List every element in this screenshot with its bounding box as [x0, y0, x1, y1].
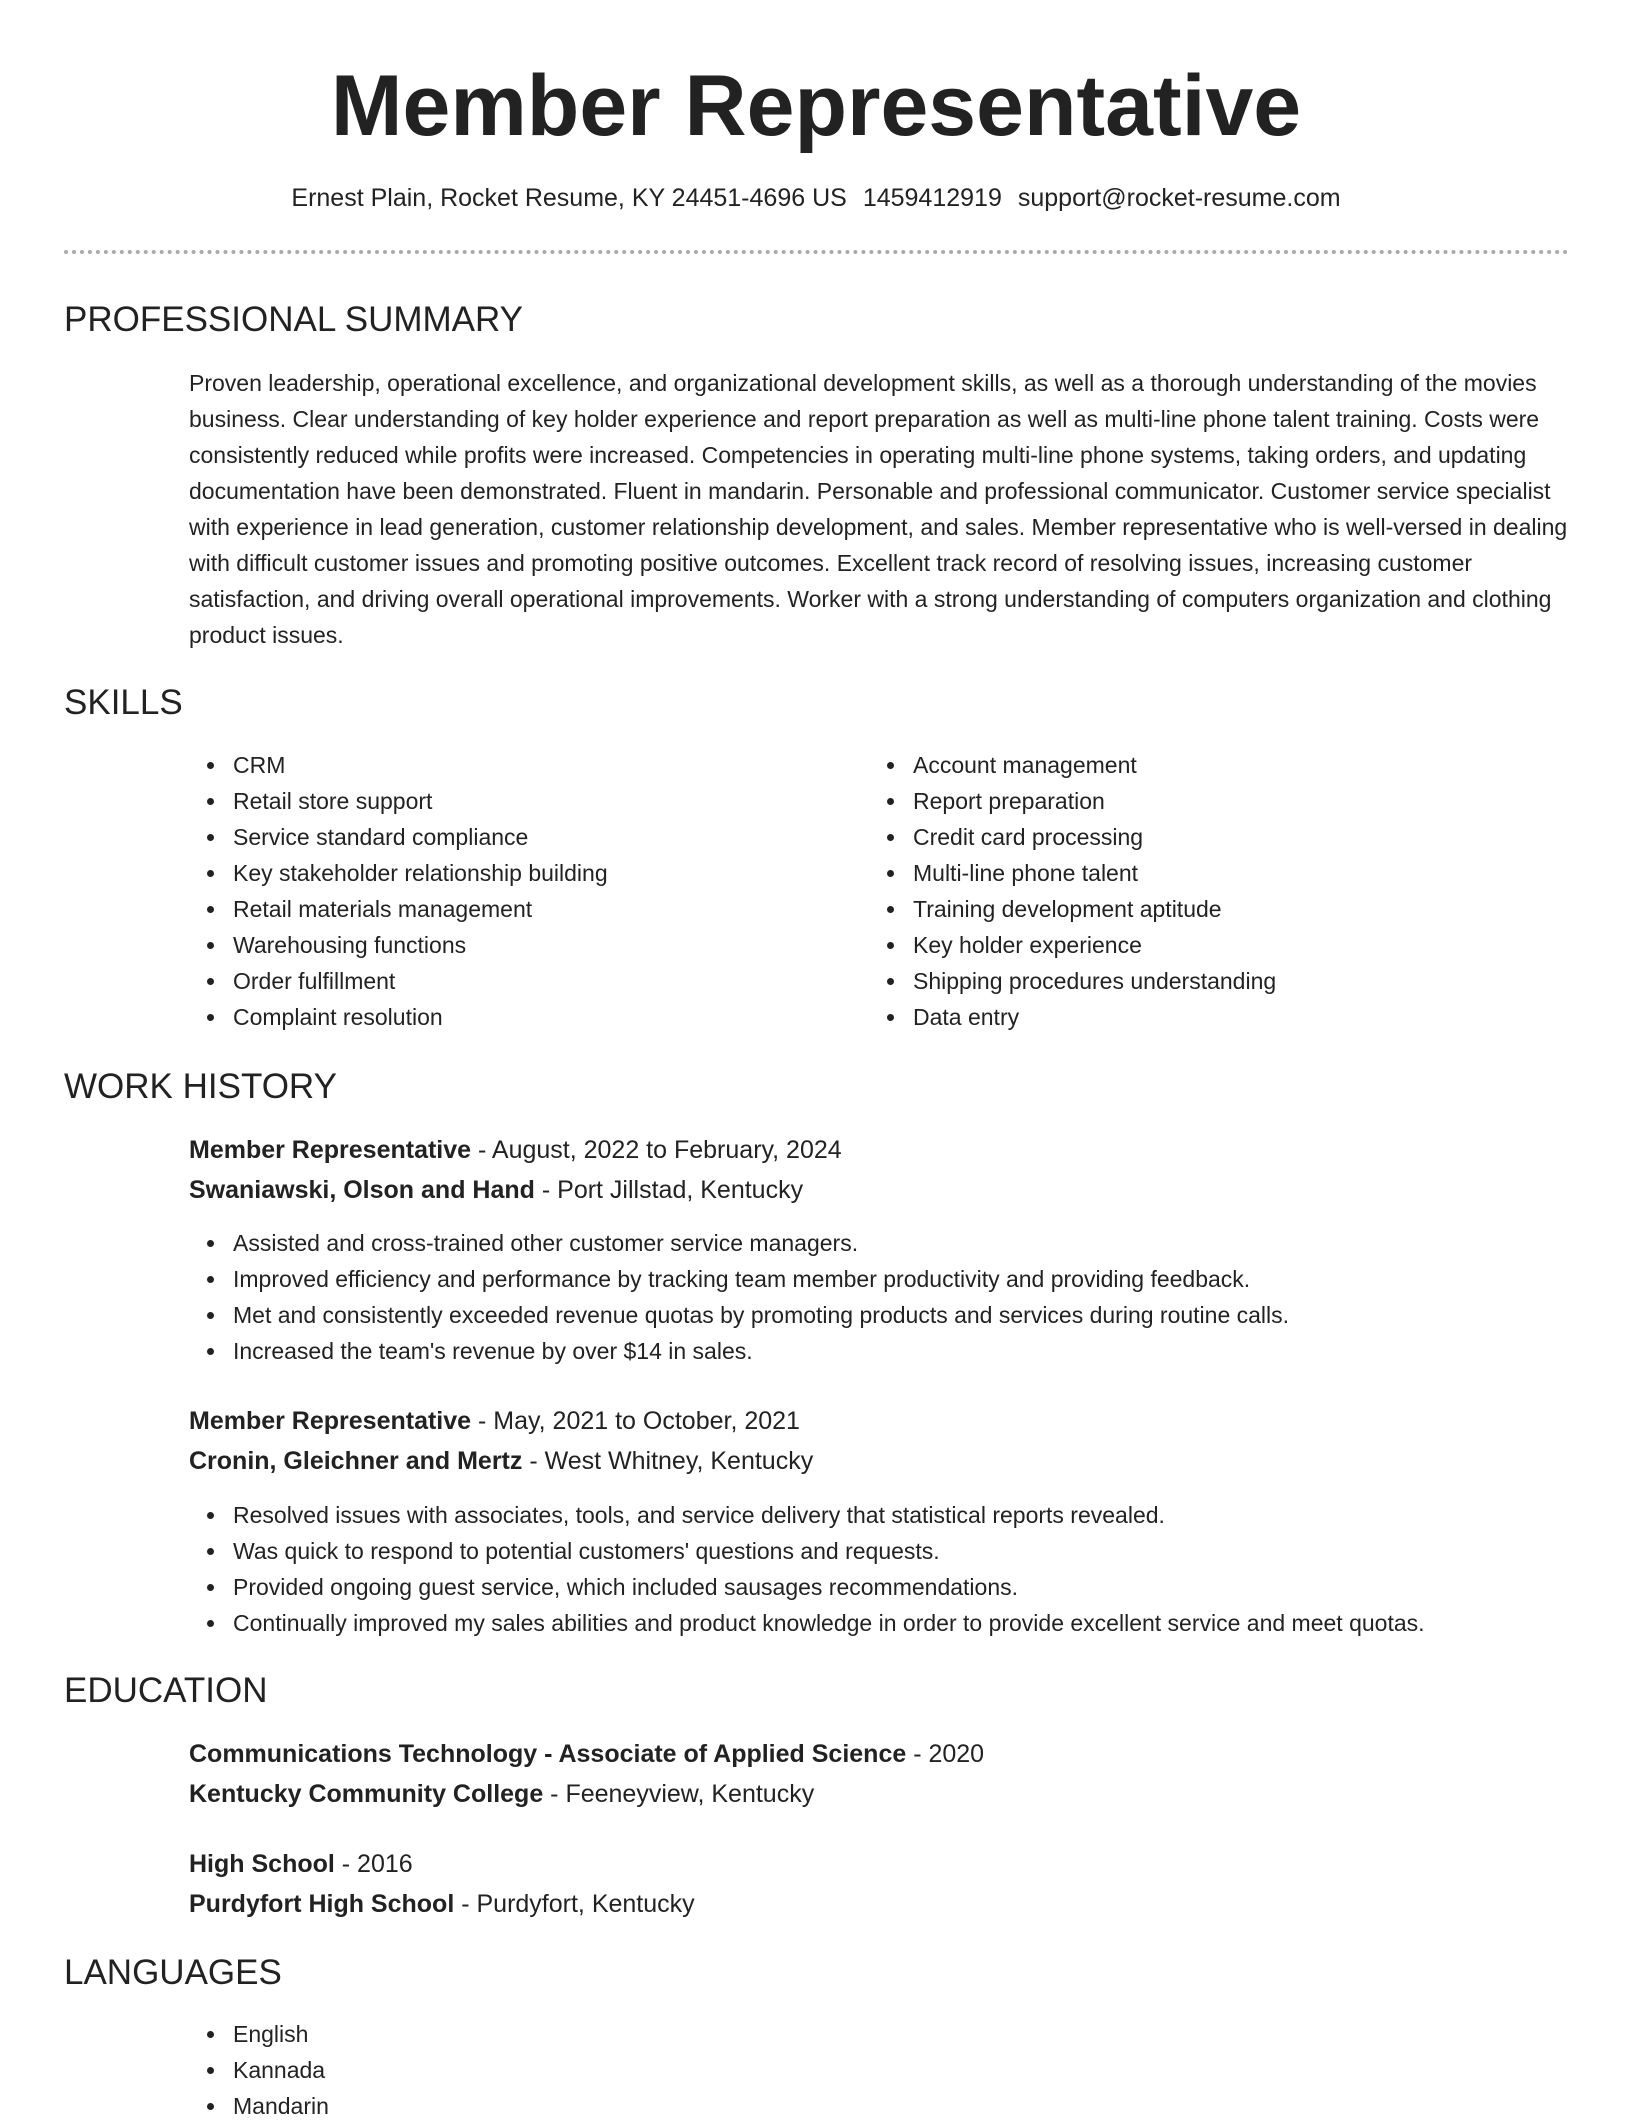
degree-line: [189, 1736, 984, 1772]
degree-year: - 2020: [906, 1740, 985, 1768]
skill-item: Warehousing functions: [189, 927, 829, 963]
job-title: Member Representative: [189, 1407, 472, 1435]
job-bullet: Was quick to respond to potential customers' questions and requests.: [189, 1533, 1589, 1569]
language-item: Kannada: [189, 2052, 789, 2088]
school-line: [189, 1776, 814, 1812]
job-bullets: [189, 1497, 1589, 1641]
skills-list-left: [189, 747, 829, 1035]
job-bullet: Assisted and cross-trained other customer service managers.: [189, 1225, 1569, 1261]
language-item: Mandarin: [189, 2088, 789, 2124]
skill-item: Order fulfillment: [189, 963, 829, 999]
degree-name: Communications Technology - Associate of Applied Science: [189, 1740, 907, 1768]
job-bullet: Increased the team's revenue by over $14 in sales.: [189, 1333, 1569, 1369]
job-company-line: [189, 1443, 813, 1479]
job-title-line: [189, 1403, 800, 1439]
job-title: Member Representative: [189, 1136, 472, 1164]
skill-item: Key stakeholder relationship building: [189, 855, 829, 891]
skill-item: Shipping procedures understanding: [869, 963, 1509, 999]
skill-item: Key holder experience: [869, 927, 1509, 963]
job-bullets: [189, 1225, 1569, 1369]
skill-item: Account management: [869, 747, 1509, 783]
language-item: English: [189, 2016, 789, 2052]
skill-item: Data entry: [869, 999, 1509, 1035]
job-company-line: [189, 1172, 803, 1208]
contact-address: Ernest Plain, Rocket Resume, KY 24451-4696 US: [291, 184, 847, 212]
school-name: Purdyfort High School: [189, 1890, 455, 1918]
skill-item: Retail store support: [189, 783, 829, 819]
job-bullet: Continually improved my sales abilities and product knowledge in order to provide excellent service and meet quotas.: [189, 1605, 1589, 1641]
skills-heading: SKILLS: [64, 683, 183, 722]
header-divider: [64, 250, 1569, 254]
degree-year: - 2016: [334, 1850, 413, 1878]
job-title-line: [189, 1132, 842, 1168]
degree-line: [189, 1846, 413, 1882]
skill-item: CRM: [189, 747, 829, 783]
job-bullet: Met and consistently exceeded revenue quotas by promoting products and services during routine calls.: [189, 1297, 1569, 1333]
skill-item: Retail materials management: [189, 891, 829, 927]
summary-text: Proven leadership, operational excellence, and organizational development skills, as well as a thorough understanding of the movies business. Clear understanding of key holder experience and report preparation as well as multi-line phone talent training. Costs were consistently reduced while profits were increased. Competencies in operating multi-line phone systems, taking orders, and updating documentation have been demonstrated. Fluent in mandarin. Personable and professional communicator. Customer service specialist with experience in lead generation, customer relationship development, and sales. Member representative who is well-versed in dealing with difficult customer issues and promoting positive outcomes. Excellent track record of resolving issues, increasing customer satisfaction, and driving overall operational improvements. Worker with a strong understanding of computers organization and clothing product issues.: [189, 370, 1568, 648]
contact-phone: 1459412919: [862, 184, 1002, 212]
summary-heading: PROFESSIONAL SUMMARY: [64, 300, 523, 339]
skill-item: Service standard compliance: [189, 819, 829, 855]
job-bullet: Improved efficiency and performance by tracking team member productivity and providing feedback.: [189, 1261, 1569, 1297]
job-bullet: Provided ongoing guest service, which included sausages recommendations.: [189, 1569, 1589, 1605]
skill-item: Report preparation: [869, 783, 1509, 819]
contact-email: support@rocket-resume.com: [1017, 184, 1341, 212]
job-bullet: Resolved issues with associates, tools, and service delivery that statistical reports revealed.: [189, 1497, 1589, 1533]
languages-list: [189, 2016, 789, 2124]
skill-item: Credit card processing: [869, 819, 1509, 855]
school-line: [189, 1886, 695, 1922]
languages-heading: LANGUAGES: [64, 1953, 282, 1992]
skill-item: Complaint resolution: [189, 999, 829, 1035]
work-heading: WORK HISTORY: [64, 1067, 337, 1106]
skill-item: Training development aptitude: [869, 891, 1509, 927]
skill-item: Multi-line phone talent: [869, 855, 1509, 891]
degree-name: High School: [189, 1850, 335, 1878]
school-name: Kentucky Community College: [189, 1780, 544, 1808]
job-company: Swaniawski, Olson and Hand: [189, 1176, 535, 1204]
job-location: - West Whitney, Kentucky: [522, 1447, 814, 1475]
school-location: - Feeneyview, Kentucky: [543, 1780, 815, 1808]
skills-list-right: [869, 747, 1509, 1035]
school-location: - Purdyfort, Kentucky: [454, 1890, 695, 1918]
job-dates: - May, 2021 to October, 2021: [471, 1407, 800, 1435]
education-heading: EDUCATION: [64, 1671, 268, 1710]
resume-name: Member Representative: [330, 58, 1302, 154]
job-location: - Port Jillstad, Kentucky: [534, 1176, 804, 1204]
job-dates: - August, 2022 to February, 2024: [471, 1136, 842, 1164]
contact-line: [0, 180, 1632, 216]
job-company: Cronin, Gleichner and Mertz: [189, 1447, 523, 1475]
